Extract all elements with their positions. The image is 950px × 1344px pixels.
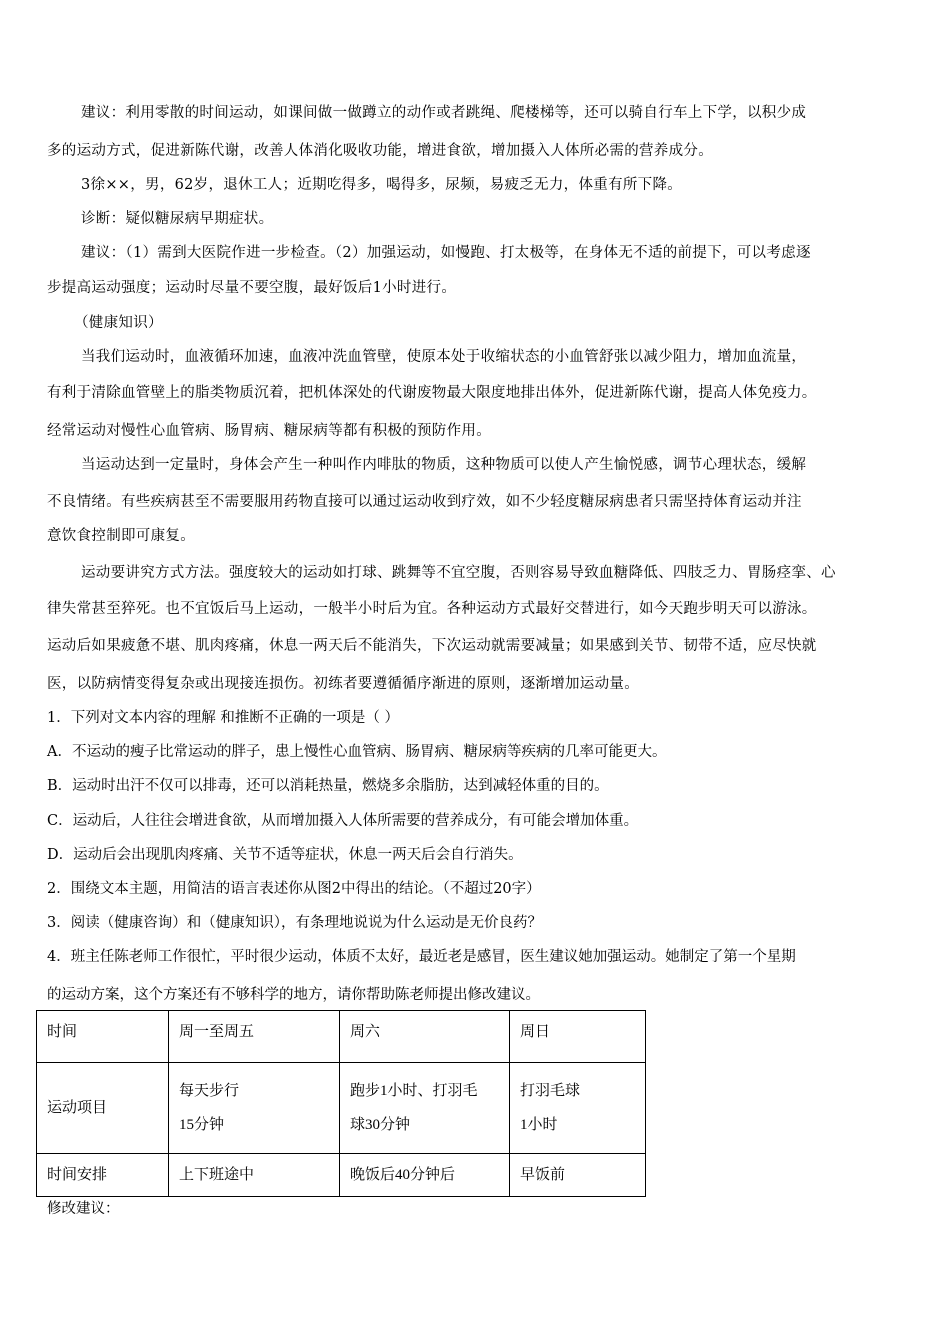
paragraph-line: 经常运动对慢性心血管病、肠胃病、糖尿病等都有积极的预防作用。 xyxy=(47,423,491,439)
table-cell: 晚饭后40分钟后 xyxy=(340,1154,510,1197)
paragraph-line: 建议：（1）需到大医院作进一步检查。（2）加强运动，如慢跑、打太极等，在身体无不适的前提下，可以考虑逐 xyxy=(81,245,811,261)
paragraph-line: 医，以防病情变得复杂或出现接连损伤。初练者要遵循循序渐进的原则，逐渐增加运动量。 xyxy=(47,676,639,692)
paragraph-line: 步提高运动强度；运动时尽量不要空腹，最好饭后1小时进行。 xyxy=(47,280,457,296)
revision-suggestion-label: 修改建议： xyxy=(47,1201,120,1217)
question-3: 3．阅读（健康咨询）和（健康知识），有条理地说说为什么运动是无价良药？ xyxy=(47,915,542,931)
table-row xyxy=(37,1063,646,1154)
paragraph-line: 运动后如果疲惫不堪、肌肉疼痛，休息一两天后不能消失，下次运动就需要减量；如果感到关节、韧带不适，应尽快就 xyxy=(47,638,817,654)
option-b: B．运动时出汗不仅可以排毒，还可以消耗热量，燃烧多余脂肪，达到减轻体重的目的。 xyxy=(47,778,609,794)
section-heading: （健康知识） xyxy=(74,315,163,331)
table-row xyxy=(37,1154,646,1197)
paragraph-line: 当运动达到一定量时，身体会产生一种叫作内啡肽的物质，这种物质可以使人产生愉悦感，调节心理状态，缓解 xyxy=(81,457,807,473)
table-header: 时间 xyxy=(37,1011,169,1063)
cell-line: 1小时 xyxy=(520,1117,558,1133)
table-header: 周一至周五 xyxy=(169,1011,340,1063)
table-cell: 早饭前 xyxy=(510,1154,646,1197)
paragraph-line: 有利于清除血管壁上的脂类物质沉着，把机体深处的代谢废物最大限度地排出体外，促进新陈代谢，提高人体免疫力。 xyxy=(47,385,817,401)
question-2: 2．围绕文本主题，用简洁的语言表述你从图2中得出的结论。（不超过20字） xyxy=(47,881,541,897)
paragraph-line: 意饮食控制即可康复。 xyxy=(47,528,195,544)
table-cell xyxy=(169,1063,340,1154)
table-cell: 运动项目 xyxy=(37,1063,169,1154)
question-4: 4．班主任陈老师工作很忙，平时很少运动，体质不太好，最近老是感冒，医生建议她加强运动。她制定了第一个星期 xyxy=(47,949,796,965)
paragraph-line: 建议：利用零散的时间运动，如课间做一做蹲立的动作或者跳绳、爬楼梯等，还可以骑自行车上下学，以积少成 xyxy=(81,105,807,121)
paragraph-line: 诊断：疑似糖尿病早期症状。 xyxy=(81,211,274,227)
paragraph-line: 运动要讲究方式方法。强度较大的运动如打球、跳舞等不宜空腹，否则容易导致血糖降低、四肢乏力、胃肠痉挛、心 xyxy=(81,565,836,581)
table-cell: 时间安排 xyxy=(37,1154,169,1197)
paragraph-line: 当我们运动时，血液循环加速，血液冲洗血管壁，使原本处于收缩状态的小血管舒张以减少阻力，增加血流量， xyxy=(81,349,807,365)
paragraph-line: 律失常甚至猝死。也不宜饭后马上运动，一般半小时后为宜。各种运动方式最好交替进行，如今天跑步明天可以游泳。 xyxy=(47,601,817,617)
cell-line: 跑步1小时、打羽毛 xyxy=(350,1083,478,1099)
question-4-cont: 的运动方案，这个方案还有不够科学的地方，请你帮助陈老师提出修改建议。 xyxy=(47,987,540,1003)
option-c: C．运动后，人往往会增进食欲，从而增加摄入人体所需要的营养成分，有可能会增加体重。 xyxy=(47,813,639,829)
option-a: A．不运动的瘦子比常运动的胖子，患上慢性心血管病、肠胃病、糖尿病等疾病的几率可能更大。 xyxy=(47,744,667,760)
table-row xyxy=(37,1011,646,1063)
table-cell xyxy=(510,1063,646,1154)
paragraph-line: 3徐××，男，62岁，退休工人；近期吃得多，喝得多，尿频，易疲乏无力，体重有所下降。 xyxy=(81,177,683,193)
paragraph-line: 多的运动方式，促进新陈代谢，改善人体消化吸收功能，增进食欲，增加摄入人体所必需的营养成分。 xyxy=(47,143,713,159)
cell-line: 球30分钟 xyxy=(350,1117,411,1133)
paragraph-line: 不良情绪。有些疾病甚至不需要服用药物直接可以通过运动收到疗效，如不少轻度糖尿病患者只需坚持体育运动并注 xyxy=(47,494,802,510)
table-cell xyxy=(340,1063,510,1154)
table-header: 周日 xyxy=(510,1011,646,1063)
question-1: 1．下列对文本内容的理解 和推断不正确的一项是（ ） xyxy=(47,710,399,726)
exercise-plan-table xyxy=(36,1010,646,1197)
table-header: 周六 xyxy=(340,1011,510,1063)
option-d: D．运动后会出现肌肉疼痛、关节不适等症状，休息一两天后会自行消失。 xyxy=(47,847,523,863)
table-cell: 上下班途中 xyxy=(169,1154,340,1197)
cell-line: 打羽毛球 xyxy=(520,1083,581,1099)
cell-line: 每天步行 xyxy=(179,1083,240,1099)
cell-line: 15分钟 xyxy=(179,1117,225,1133)
